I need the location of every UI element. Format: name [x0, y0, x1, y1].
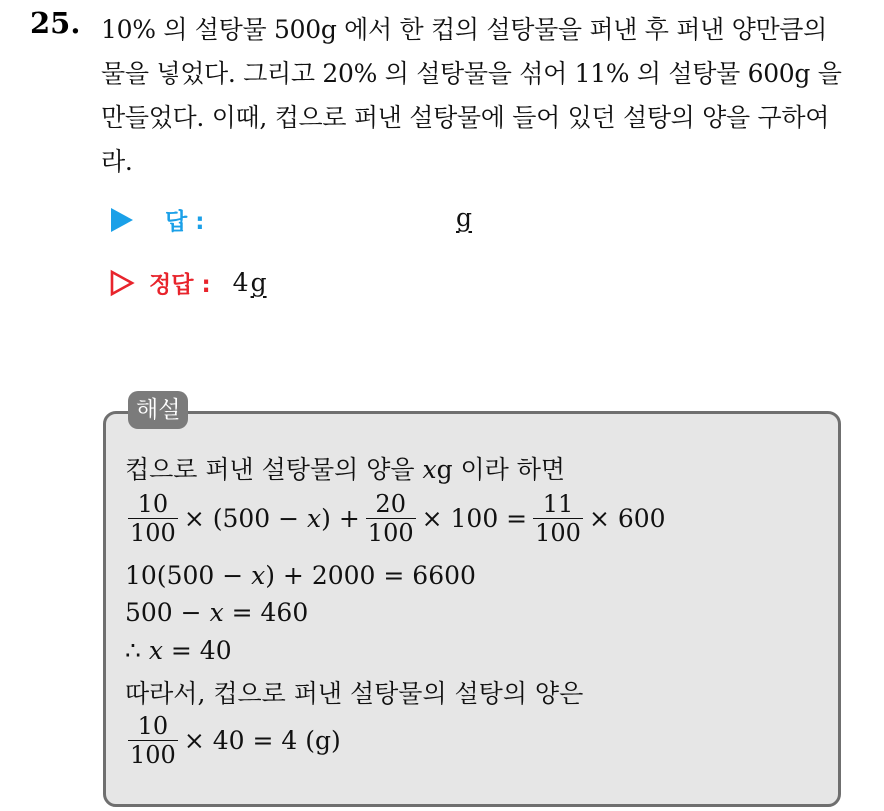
play-outline-triangle-icon: [109, 269, 135, 297]
fraction: $\frac{10}{100}$: [130, 490, 176, 547]
fraction: $\frac{20}{100}$: [367, 490, 414, 547]
correct-answer-label: 정답 :: [149, 272, 211, 298]
correct-answer-row: [109, 266, 267, 299]
question-text: [101, 8, 871, 184]
play-filled-triangle-icon: [109, 206, 135, 234]
question-number: 25.: [30, 6, 81, 40]
fraction: $\frac{10}{100}$: [130, 712, 176, 769]
correct-answer-value: 4g: [232, 268, 267, 297]
solution-tag: 해설: [128, 391, 188, 429]
solution-equation-1: $\frac{10}{100}$ × (500 − x) + $\frac{20}{100}$ × 100 = $\frac{11}{100}$ × 600: [130, 490, 666, 547]
answer-row: [109, 203, 204, 236]
solution-line-1: 컵으로 퍼낸 설탕물의 양을 xg 이라 하면: [125, 455, 566, 484]
question-line-4: 라.: [101, 147, 133, 176]
solution-line-5: ∴ x = 40: [125, 636, 232, 665]
question-line-2: 물을 넣었다. 그리고 20% 의 설탕물을 섞어 11% 의 설탕물 600g 을: [101, 59, 842, 88]
question-line-3: 만들었다. 이때, 컵으로 퍼낸 설탕물에 들어 있던 설탕의 양을 구하여: [101, 103, 830, 132]
question-line-1: 10% 의 설탕물 500g 에서 한 컵의 설탕물을 퍼낸 후 퍼낸 양만큼의: [101, 15, 828, 44]
answer-blank-unit[interactable]: g: [456, 203, 473, 232]
solution-line-3: 10(500 − x) + 2000 = 6600: [125, 561, 476, 590]
answer-label: 답 :: [165, 209, 205, 235]
solution-equation-final: $\frac{10}{100}$ × 40 = 4 (g): [130, 712, 341, 769]
solution-line-4: 500 − x = 460: [125, 598, 309, 627]
fraction: $\frac{11}{100}$: [535, 490, 581, 547]
solution-line-6: 따라서, 컵으로 퍼낸 설탕물의 설탕의 양은: [125, 679, 584, 708]
